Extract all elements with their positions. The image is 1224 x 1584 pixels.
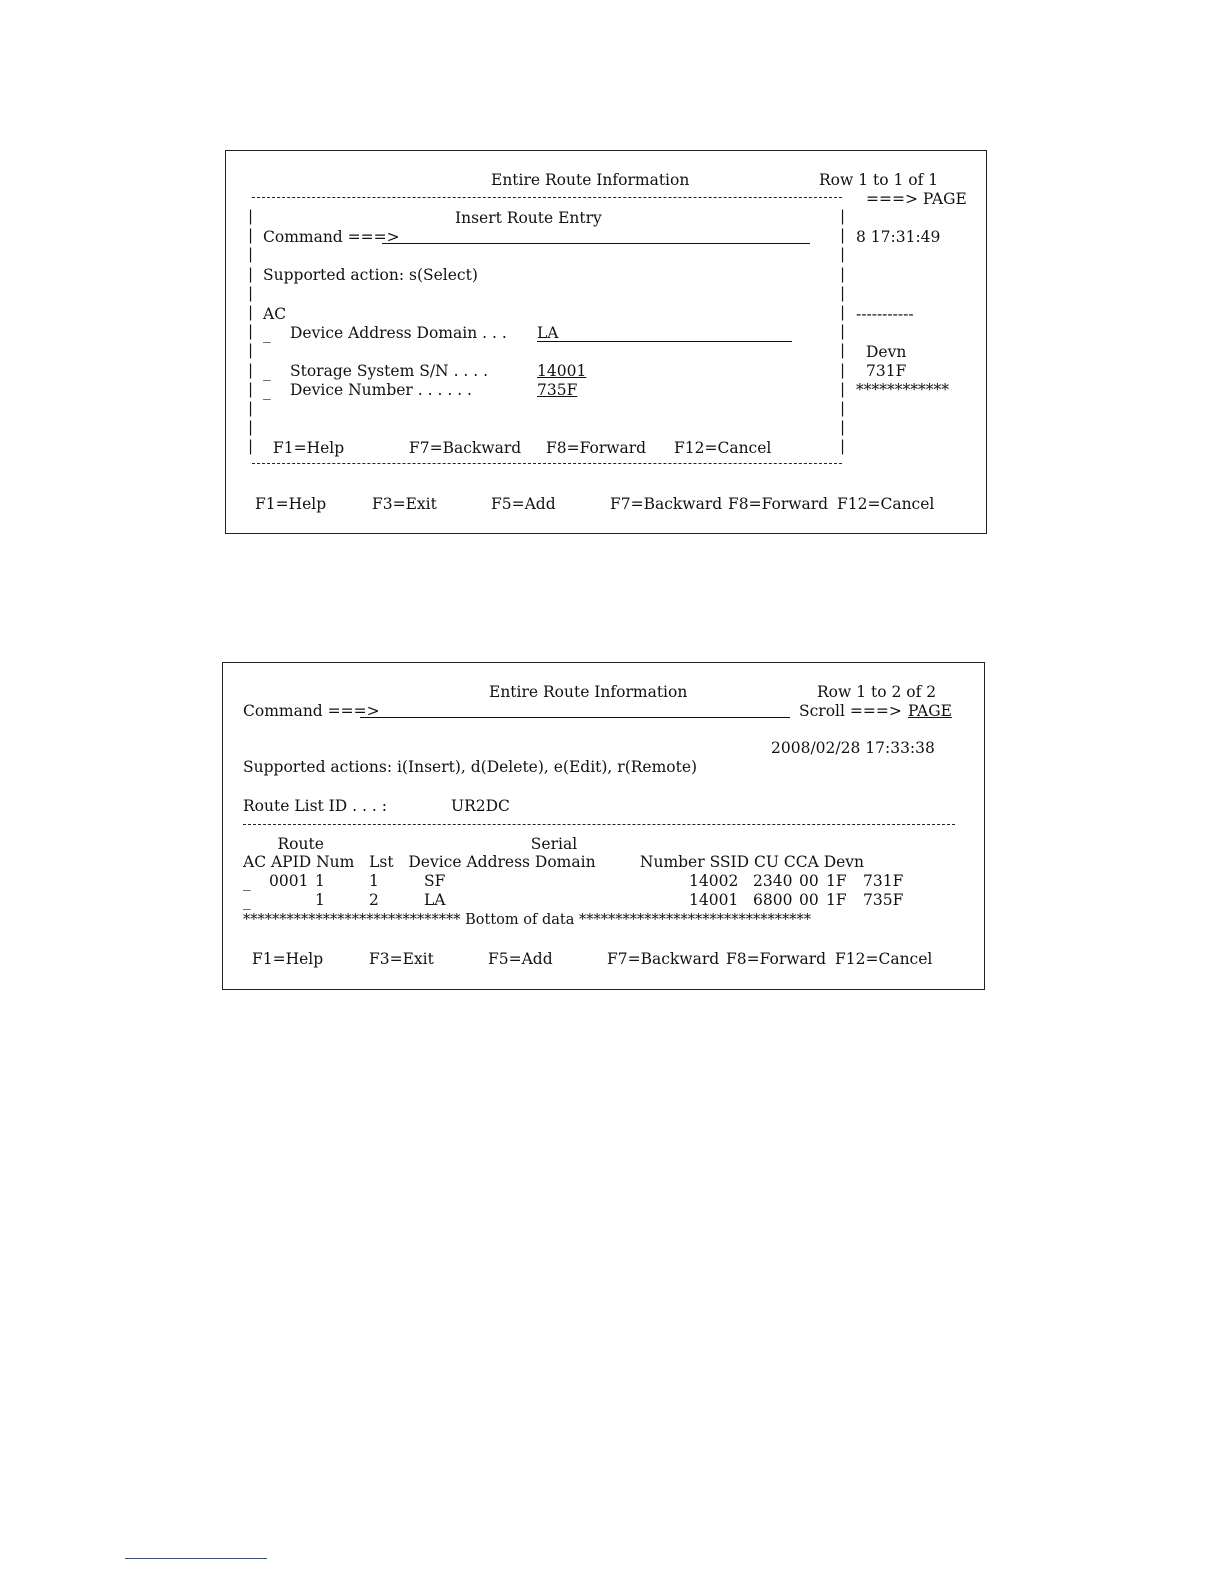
key-cancel[interactable]: F12=Cancel: [837, 495, 935, 513]
stars-fragment: ************: [856, 381, 949, 399]
cell-route-num: 1: [315, 872, 325, 890]
field-label-domain: Device Address Domain . . .: [290, 324, 507, 342]
cell-devn: 735F: [863, 891, 904, 909]
row-info: Row 1 to 2 of 2: [817, 683, 937, 701]
key-add[interactable]: F5=Add: [491, 495, 556, 513]
cell-lst: 2: [369, 891, 379, 909]
field-select-serial[interactable]: _: [263, 363, 271, 381]
row-select[interactable]: _: [243, 892, 251, 910]
footnote-separator: [125, 1558, 267, 1559]
popup-ac-label: AC: [263, 305, 287, 323]
cell-serial: 14002: [689, 872, 739, 890]
cell-cca: 1F: [826, 872, 847, 890]
cell-domain: SF: [424, 872, 446, 890]
popup-command-label: Command ===>: [263, 228, 400, 246]
popup-bottom-border: [252, 463, 842, 464]
popup-key-forward[interactable]: F8=Forward: [546, 439, 647, 457]
row-select[interactable]: _: [243, 873, 251, 891]
row-info: Row 1 to 1 of 1: [819, 171, 939, 189]
cell-ssid: 2340: [753, 872, 793, 890]
scroll-label: Scroll ===>: [799, 702, 902, 720]
cell-apid: 0001: [269, 872, 309, 890]
popup-key-help[interactable]: F1=Help: [273, 439, 345, 457]
key-cancel[interactable]: F12=Cancel: [835, 950, 933, 968]
command-input[interactable]: [360, 717, 790, 718]
popup-right-border: | | | | | | | | | | | | |: [840, 207, 846, 456]
supported-actions: Supported actions: i(Insert), d(Delete), e(Edit), r(Remote): [243, 758, 698, 776]
scroll-value[interactable]: PAGE: [908, 702, 952, 720]
key-add[interactable]: F5=Add: [488, 950, 553, 968]
scroll-fragment: ===> PAGE: [866, 190, 967, 208]
popup-title: Insert Route Entry: [455, 209, 602, 227]
cell-cu: 00: [799, 872, 819, 890]
header-separator: [243, 824, 955, 825]
cell-devn: 731F: [863, 872, 904, 890]
devn-header: Devn: [866, 343, 907, 361]
field-select-devnum[interactable]: _: [263, 382, 271, 400]
key-forward[interactable]: F8=Forward: [726, 950, 827, 968]
cell-route-num: 1: [315, 891, 325, 909]
field-select-domain[interactable]: _: [263, 325, 271, 343]
screen-title: Entire Route Information: [491, 171, 690, 189]
bottom-of-data: ****************************** Bottom of data ********************************: [243, 912, 811, 928]
key-exit[interactable]: F3=Exit: [369, 950, 434, 968]
key-backward[interactable]: F7=Backward: [610, 495, 723, 513]
cell-cu: 00: [799, 891, 819, 909]
time-fragment: 8 17:31:49: [856, 228, 941, 246]
field-label-serial: Storage System S/N . . . .: [290, 362, 489, 380]
route-list-label: Route List ID . . . :: [243, 797, 387, 815]
field-input-line-domain[interactable]: [537, 341, 792, 342]
key-exit[interactable]: F3=Exit: [372, 495, 437, 513]
key-backward[interactable]: F7=Backward: [607, 950, 720, 968]
command-label: Command ===>: [243, 702, 380, 720]
popup-command-input[interactable]: [382, 243, 810, 244]
field-value-devnum[interactable]: 735F: [537, 381, 578, 399]
table-header-row2: AC APID Num Lst Device Address Domain Number SSID CU CCA Devn: [243, 853, 865, 871]
table-header-row1: Route Serial: [243, 835, 578, 853]
popup-left-border: | | | | | | | | | | | | |: [248, 207, 254, 456]
cell-domain: LA: [424, 891, 446, 909]
key-help[interactable]: F1=Help: [252, 950, 324, 968]
key-help[interactable]: F1=Help: [255, 495, 327, 513]
cell-lst: 1: [369, 872, 379, 890]
popup-supported-action: Supported action: s(Select): [263, 266, 478, 284]
cell-cca: 1F: [826, 891, 847, 909]
screen-title: Entire Route Information: [489, 683, 688, 701]
dash-fragment: -----------: [856, 305, 914, 323]
popup-top-border: [252, 197, 842, 198]
cell-ssid: 6800: [753, 891, 793, 909]
entire-route-info-screen-with-insert-popup: [225, 150, 987, 534]
popup-key-cancel[interactable]: F12=Cancel: [674, 439, 772, 457]
devn-value: 731F: [866, 362, 907, 380]
route-list-value: UR2DC: [451, 797, 510, 815]
entire-route-info-screen: [222, 662, 985, 990]
field-value-domain[interactable]: LA: [537, 324, 559, 342]
field-label-devnum: Device Number . . . . . .: [290, 381, 472, 399]
field-value-serial[interactable]: 14001: [537, 362, 587, 380]
popup-key-backward[interactable]: F7=Backward: [409, 439, 522, 457]
cell-serial: 14001: [689, 891, 739, 909]
key-forward[interactable]: F8=Forward: [728, 495, 829, 513]
datetime: 2008/02/28 17:33:38: [771, 739, 935, 757]
